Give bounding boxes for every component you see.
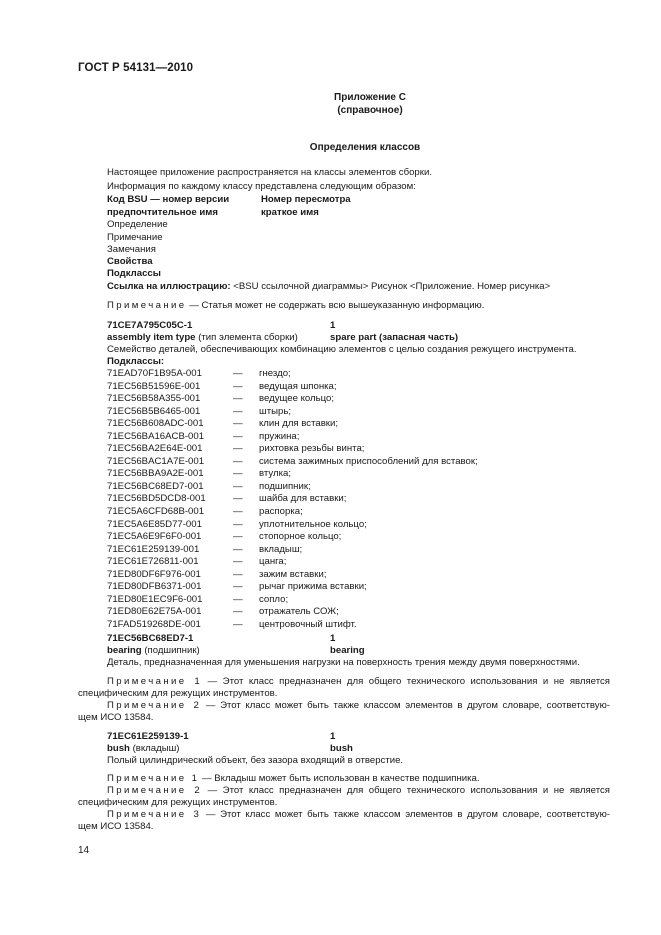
subclass-code: 71EAD70F1B95A-001 [107,368,202,379]
subclass-row [107,544,607,557]
subclass-description: ведущее кольцо; [259,393,335,405]
intro-note-label: Примечание [107,300,187,311]
subclass-description: клин для вставки; [259,418,339,430]
subclass-description: рычаг прижима вставки; [259,581,367,593]
subclass-description: цанга; [259,556,287,568]
entry-1-revision: 1 [330,320,336,331]
subclass-row [107,493,607,506]
subclass-dash: — [233,468,243,480]
subclass-row [107,456,607,469]
subclass-row [107,481,607,494]
entry-2-note-1-first: — Этот класс предназначен для общего технического использования и не является [202,676,610,687]
subclass-dash: — [233,518,243,530]
entry-3-name-note: (вкладыш) [129,743,180,754]
subclass-dash: — [233,543,243,555]
subclass-description: шайба для вставки; [259,493,347,505]
subclass-description: гнездо; [259,368,291,379]
subclass-code: 71ED80E62E75A-001 [107,606,202,618]
subclass-description: ведущая шпонка; [259,380,337,392]
entry-1-short [330,332,458,345]
subclass-description: подшипник; [259,480,311,492]
subclass-code: 71EC56BA2E64E-001 [107,443,203,455]
format-revision-label: Номер пересмотра [261,194,351,205]
subclass-row [107,606,607,619]
entry-3-note-2-rest: специфическим для режущих инструментов. [78,797,278,808]
subclass-row [107,594,607,607]
subclass-description: втулка; [259,468,291,480]
subclass-dash: — [233,618,243,630]
subclass-row [107,381,607,394]
subclass-description: вкладыш; [259,543,303,555]
entry-2-short: bearing [330,645,365,656]
subclass-code: 71EC56BC68ED7-001 [107,480,204,492]
page-number: 14 [78,845,90,856]
subclass-row [107,431,607,444]
subclass-dash: — [233,443,243,455]
subclass-row [107,393,607,406]
subclass-code: 71ED80DF6F976-001 [107,568,201,580]
format-remarks: Замечания [107,244,156,255]
entry-3-note-2-first: — Этот класс предназначен для общего технического использования и не является [202,785,610,796]
entry-3-name [107,743,180,756]
subclass-row [107,581,607,594]
entry-2-name [107,645,200,658]
subclass-code: 71ED80E1EC9F6-001 [107,593,203,605]
entry-2-note-1 [78,676,610,689]
intro-line-1: Настоящее приложение распространяется на классы элементов сборки. [107,167,432,178]
subclass-code: 71EC56BD5DCD8-001 [107,493,206,505]
entry-3-note-1 [107,773,480,786]
entry-2-note-1-label: Примечание 1 [107,676,203,687]
format-code-label: Код BSU — номер версии [107,194,230,205]
entry-1-subclasses-label: Подклассы: [107,356,165,367]
subclass-description: штырь; [259,405,291,417]
subclass-row [107,619,607,632]
entry-2-name-term: bearing [107,645,142,656]
subclass-code: 71EC56BA16ACB-001 [107,430,205,442]
entry-3-note-1-first: — Вкладыш может быть использован в качестве подшипника. [199,773,480,784]
subclass-row [107,556,607,569]
entry-3-note-1-label: Примечание 1 [107,773,200,784]
subclass-description: пружина; [259,430,300,442]
subclass-code: 71EC56BAC1A7E-001 [107,455,205,467]
entry-3-definition: Полый цилиндрический объект, без зазора входящий в отверстие. [107,755,404,766]
subclass-description: система зажимных приспособлений для вставок; [259,455,478,467]
entry-3-revision: 1 [330,731,336,742]
subclass-code: 71EC5A6CFD68B-001 [107,506,205,518]
format-note: Примечание [107,232,163,243]
subclass-dash: — [233,581,243,593]
subclass-row [107,531,607,544]
entry-3-name-term: bush [107,743,130,754]
intro-note-text: — Статья может не содержать всю вышеуказанную информацию. [186,300,485,311]
appendix-title: Приложение С [334,92,406,103]
subclass-dash: — [233,531,243,543]
subclass-dash: — [233,405,243,417]
subclass-row [107,468,607,481]
subclass-code: 71EC61E726811-001 [107,556,199,568]
entry-2-name-note: (подшипник) [141,645,200,656]
subclass-row [107,443,607,456]
standard-header: ГОСТ Р 54131—2010 [78,62,194,74]
entry-3-note-3-first: — Этот класс может быть также классом элементов в другом словаре, соответствую- [201,809,610,820]
subclass-dash: — [233,368,243,379]
subclass-dash: — [233,480,243,492]
subclass-dash: — [233,393,243,405]
subclass-row [107,506,607,519]
subclass-row [107,406,607,419]
appendix-kind: (справочное) [337,105,403,116]
intro-note [107,300,484,313]
entry-2-note-2-rest: щем ИСО 13584. [78,712,154,723]
entry-3-short: bush [330,743,353,754]
subclass-code: 71ED80DFB6371-001 [107,581,202,593]
subclass-description: распорка; [259,506,303,518]
subclass-code: 71EC56B58A355-001 [107,393,201,405]
format-preferred-name: предпочтительное имя [107,207,218,218]
format-illustration [107,281,550,294]
format-subclasses: Подклассы [107,268,161,279]
subclass-dash: — [233,506,243,518]
subclass-row [107,418,607,431]
subclass-dash: — [233,606,243,618]
format-definition: Определение [107,219,168,230]
subclass-code: 71EC56BBA9A2E-001 [107,468,204,480]
entry-3-note-2-label: Примечание 2 [107,785,203,796]
subclass-code: 71EC61E259139-001 [107,543,200,555]
subclass-row [107,368,607,381]
entry-2-note-2-first: — Этот класс может быть также классом элементов в другом словаре, соответствую- [201,700,610,711]
entry-2-code: 71EC56BC68ED7-1 [107,633,194,644]
subclass-dash: — [233,556,243,568]
entry-1-short-note: (запасная часть) [376,332,459,343]
subclass-code: 71EC5A6E9F6F0-001 [107,531,202,543]
subclass-dash: — [233,593,243,605]
entry-2-note-2-label: Примечание 2 [107,700,202,711]
entry-3-note-3 [78,809,610,822]
subclass-dash: — [233,455,243,467]
entry-3-note-3-rest: щем ИСО 13584. [78,821,154,832]
entry-2-note-1-rest: специфическим для режущих инструментов. [78,688,278,699]
entry-2-definition: Деталь, предназначенная для уменьшения нагрузки на поверхность трения между двумя поверхностями. [107,657,580,668]
intro-line-2: Информация по каждому классу представлена следующим образом: [107,181,416,192]
subclass-code: 71EC5A6E85D77-001 [107,518,202,530]
entry-1-code: 71CE7A795C05C-1 [107,320,193,331]
format-short-name: краткое имя [261,207,319,218]
subclass-description: центровочный штифт. [259,618,357,630]
subclass-row [107,519,607,532]
subclass-dash: — [233,418,243,430]
subclass-description: зажим вставки; [259,568,327,580]
subclass-dash: — [233,380,243,392]
subclass-code: 71EC56B51596E-001 [107,380,201,392]
entry-2-note-2 [78,700,610,713]
entry-1-name-note: (тип элемента сборки) [195,332,298,343]
subclass-description: стопорное кольцо; [259,531,342,543]
subclass-dash: — [233,430,243,442]
entry-1-definition: Семейство деталей, обеспечивающих комбинацию элементов с целью создания режущего инструмента. [107,344,577,355]
subclass-description: рихтовка резьбы винта; [259,443,365,455]
format-properties: Свойства [107,256,153,267]
subclass-description: отражатель СОЖ; [259,606,339,618]
entry-1-name [107,332,298,345]
subclass-dash: — [233,493,243,505]
entry-3-code: 71EC61E259139-1 [107,731,189,742]
subclass-list [107,368,607,631]
entry-1-short-term: spare part [330,332,377,343]
illustration-text: <BSU ссылочной диаграммы> Рисунок <Приложение. Номер рисунка> [233,281,551,292]
section-title: Определения классов [309,142,421,153]
subclass-code: 71EC56B608ADC-001 [107,418,204,430]
subclass-dash: — [233,568,243,580]
subclass-description: уплотнительное кольцо; [259,518,367,530]
entry-1-name-term: assembly item type [107,332,196,343]
entry-3-note-3-label: Примечание 3 [107,809,202,820]
subclass-code: 71FAD519268DE-001 [107,618,201,630]
subclass-description: сопло; [259,593,289,605]
entry-2-revision: 1 [330,633,336,644]
subclass-row [107,569,607,582]
entry-3-note-2 [78,785,610,798]
subclass-code: 71EC56B5B6465-001 [107,405,201,417]
illustration-label: Ссылка на иллюстрацию: [107,281,231,292]
